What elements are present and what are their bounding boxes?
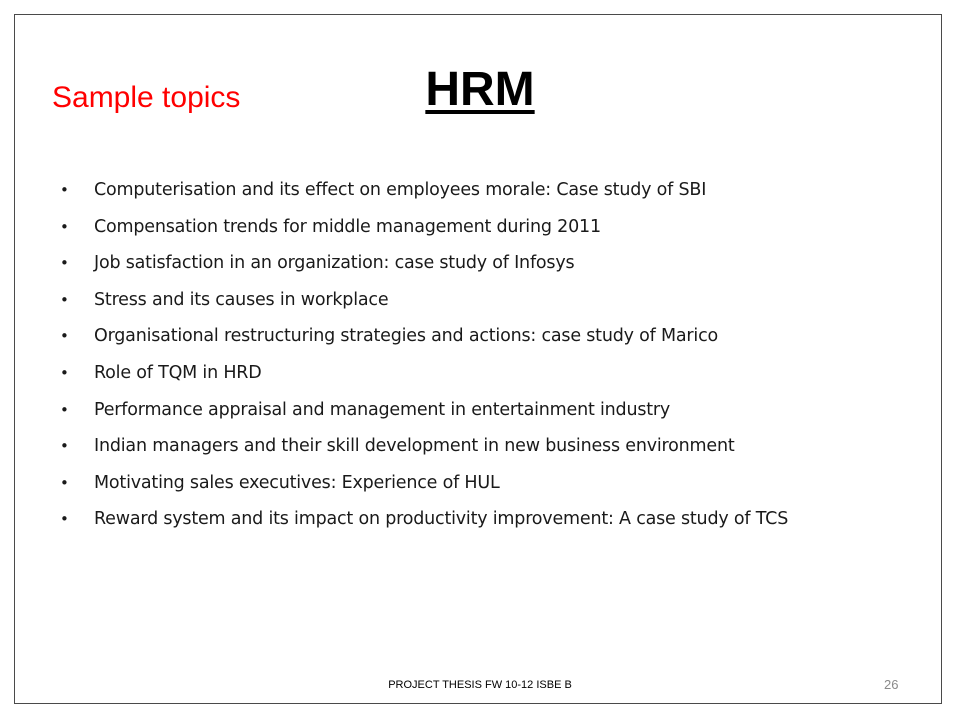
topic-text: Job satisfaction in an organization: case study of Infosys	[94, 253, 575, 274]
topic-text: Motivating sales executives: Experience of HUL	[94, 472, 500, 493]
topic-list-item	[60, 465, 920, 502]
topic-list-item	[60, 428, 920, 465]
bullet-dot-icon: •	[60, 510, 69, 529]
bullet-dot-icon: •	[60, 437, 69, 456]
topic-text: Indian managers and their skill development in new business environment	[94, 436, 735, 457]
topic-list-item	[60, 245, 920, 282]
topic-list-item	[60, 501, 920, 538]
bullet-dot-icon: •	[60, 327, 69, 346]
bullet-dot-icon: •	[60, 290, 69, 309]
bullet-dot-icon: •	[60, 363, 69, 382]
slide-title: HRM	[425, 63, 535, 116]
topic-text: Reward system and its impact on productivity improvement: A case study of TCS	[94, 509, 789, 530]
topic-text: Stress and its causes in workplace	[94, 289, 389, 310]
topic-text: Computerisation and its effect on employees morale: Case study of SBI	[94, 180, 707, 200]
slide-subtitle: Sample topics	[52, 81, 241, 114]
slide-footer: PROJECT THESIS FW 10-12 ISBE B	[388, 679, 572, 691]
bullet-dot-icon: •	[60, 254, 69, 273]
bullet-dot-icon: •	[60, 217, 69, 236]
topic-list-item	[60, 282, 920, 319]
topic-list	[60, 172, 920, 538]
slide-title-container	[0, 58, 960, 122]
topic-text: Performance appraisal and management in entertainment industry	[94, 399, 671, 420]
topic-list-item	[60, 172, 920, 209]
topic-text: Role of TQM in HRD	[94, 362, 262, 383]
topic-text: Organisational restructuring strategies and actions: case study of Marico	[94, 326, 718, 347]
topic-list-item	[60, 209, 920, 246]
topic-list-item	[60, 392, 920, 429]
bullet-dot-icon: •	[60, 400, 69, 419]
topic-text: Compensation trends for middle management during 2011	[94, 216, 601, 237]
page-number: 26	[884, 677, 899, 692]
topic-list-item	[60, 355, 920, 392]
bullet-dot-icon: •	[60, 473, 69, 492]
topic-list-item	[60, 318, 920, 355]
bullet-dot-icon: •	[60, 181, 69, 199]
